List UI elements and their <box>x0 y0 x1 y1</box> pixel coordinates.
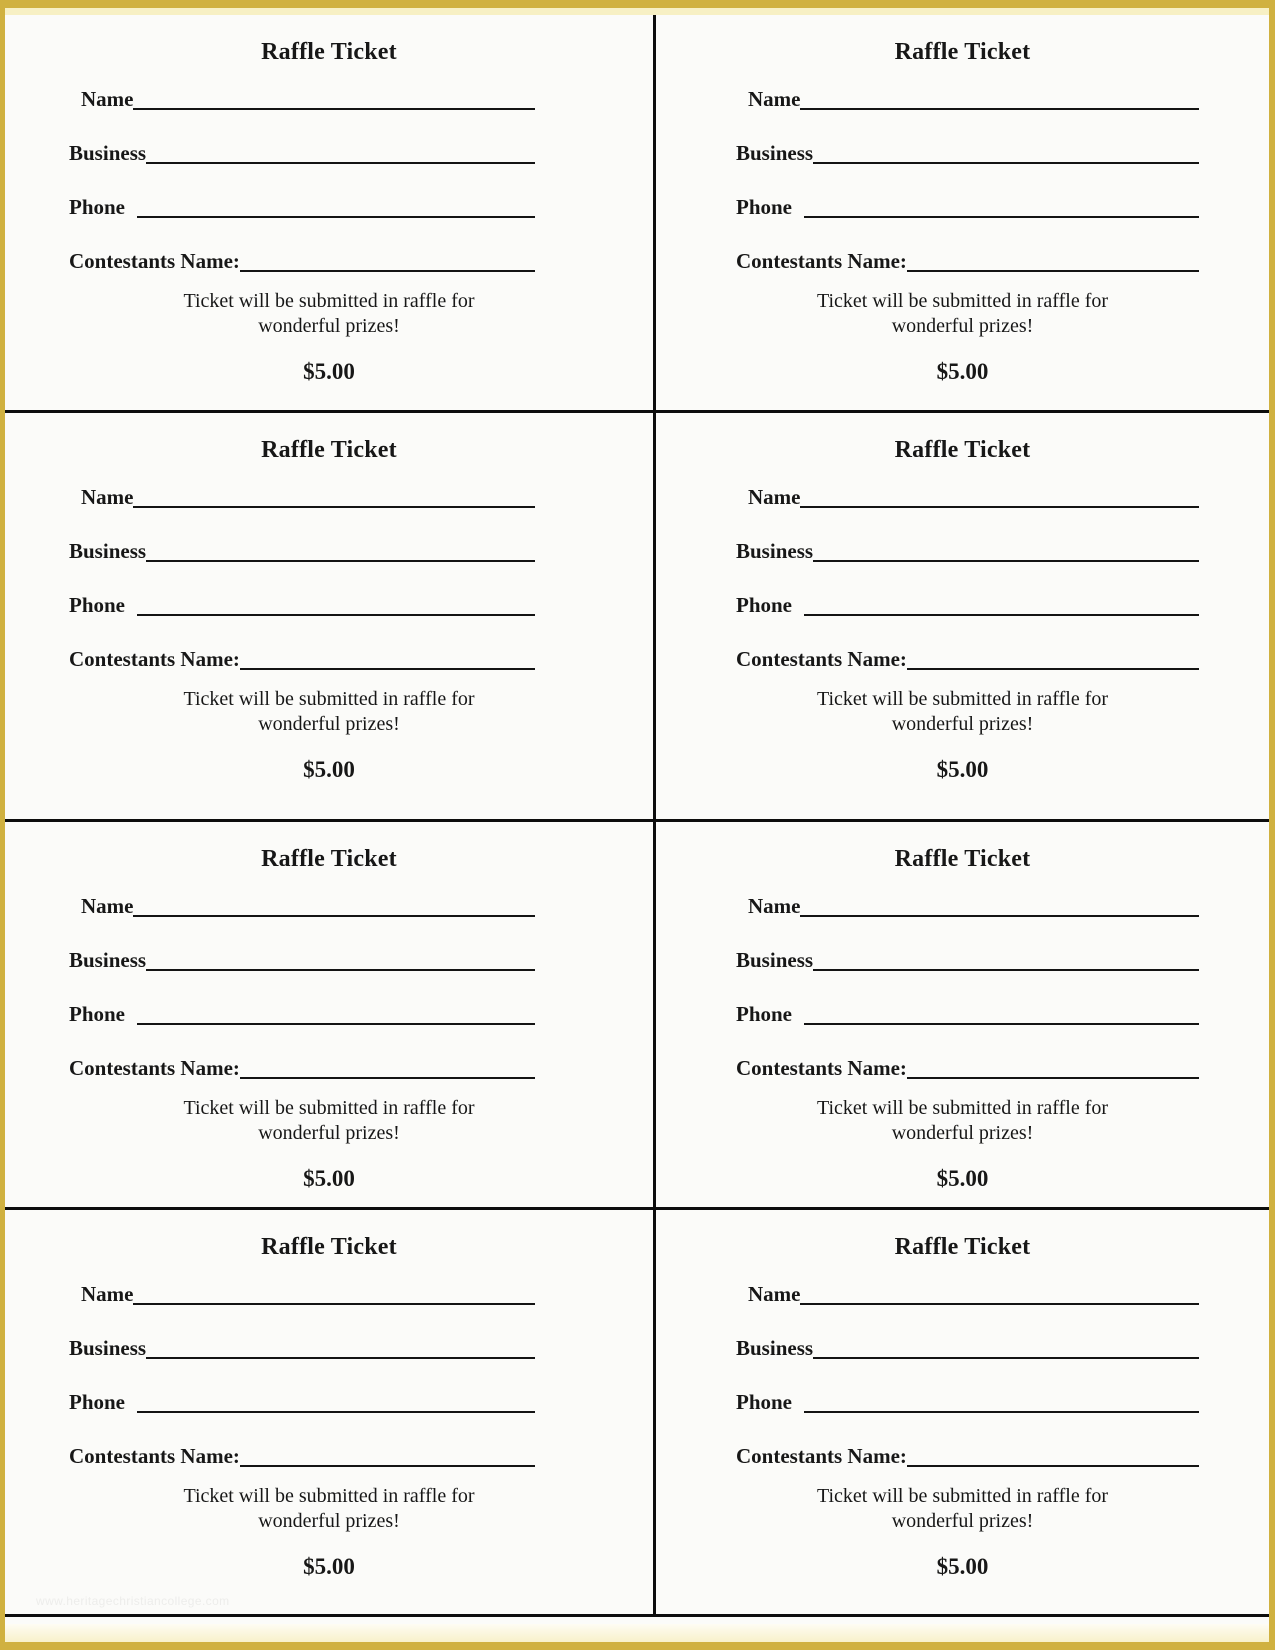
phone-label: Phone <box>69 1390 126 1414</box>
raffle-ticket <box>5 1210 656 1614</box>
phone-field <box>736 998 1199 1028</box>
business-label: Business <box>69 141 147 165</box>
ticket-note <box>5 1096 653 1146</box>
business-underline <box>813 560 1199 562</box>
ticket-fields <box>656 83 1269 275</box>
name-field <box>69 83 535 113</box>
name-label: Name <box>81 894 134 918</box>
note-line-1: Ticket will be submitted in raffle for <box>183 1097 475 1119</box>
name-underline <box>133 108 535 110</box>
name-underline <box>800 915 1199 917</box>
business-label: Business <box>69 539 147 563</box>
watermark: www.heritagechristiancollege.com <box>36 1594 230 1608</box>
business-field <box>69 944 535 974</box>
phone-field <box>736 191 1199 221</box>
contestants-name-label: Contestants Name: <box>69 1444 240 1468</box>
ticket-fields <box>656 481 1269 673</box>
contestants-name-underline <box>240 270 535 272</box>
business-label: Business <box>69 1336 147 1360</box>
business-label: Business <box>736 948 814 972</box>
contestants-name-underline <box>240 1465 535 1467</box>
name-underline <box>133 506 535 508</box>
phone-field <box>69 998 535 1028</box>
business-field <box>736 535 1199 565</box>
note-line-1: Ticket will be submitted in raffle for <box>183 688 475 710</box>
ticket-price: $5.00 <box>303 359 355 384</box>
name-field <box>69 481 535 511</box>
page-border-top-inner <box>0 8 1275 15</box>
ticket-price: $5.00 <box>936 1166 989 1191</box>
name-underline <box>133 1303 535 1305</box>
ticket-title: Raffle Ticket <box>261 846 397 872</box>
note-line-1: Ticket will be submitted in raffle for <box>183 290 475 312</box>
phone-field <box>736 1386 1199 1416</box>
contestants-name-label: Contestants Name: <box>736 1444 907 1468</box>
ticket-fields <box>5 1278 653 1470</box>
ticket-note <box>5 1484 653 1534</box>
business-underline <box>146 969 535 971</box>
contestants-name-label: Contestants Name: <box>69 647 240 671</box>
business-label: Business <box>736 539 814 563</box>
contestants-name-field <box>736 245 1199 275</box>
phone-label: Phone <box>736 195 793 219</box>
contestants-name-underline <box>240 668 535 670</box>
name-field <box>69 1278 535 1308</box>
phone-field <box>736 589 1199 619</box>
business-label: Business <box>69 948 147 972</box>
ticket-price: $5.00 <box>303 1554 355 1579</box>
note-line-2: wonderful prizes! <box>891 315 1034 337</box>
business-field <box>69 1332 535 1362</box>
phone-label: Phone <box>69 195 126 219</box>
name-underline <box>133 915 535 917</box>
business-field <box>736 137 1199 167</box>
phone-underline <box>804 1411 1199 1413</box>
name-label: Name <box>81 1282 134 1306</box>
phone-underline <box>804 614 1199 616</box>
phone-underline <box>137 1411 535 1413</box>
phone-underline <box>137 216 535 218</box>
business-field <box>736 944 1199 974</box>
note-line-2: wonderful prizes! <box>891 1510 1034 1532</box>
business-underline <box>146 162 535 164</box>
note-line-2: wonderful prizes! <box>258 713 400 735</box>
ticket-price: $5.00 <box>936 359 989 384</box>
name-field <box>736 1278 1199 1308</box>
contestants-name-label: Contestants Name: <box>69 1056 240 1080</box>
ticket-price: $5.00 <box>303 757 355 782</box>
page-border-right <box>1269 0 1275 1650</box>
ticket-fields <box>656 1278 1269 1470</box>
name-label: Name <box>81 485 134 509</box>
ticket-title: Raffle Ticket <box>894 1234 1031 1260</box>
contestants-name-underline <box>907 1465 1199 1467</box>
raffle-ticket <box>656 822 1269 1210</box>
phone-field <box>69 191 535 221</box>
business-label: Business <box>736 1336 814 1360</box>
ticket-price: $5.00 <box>303 1166 355 1191</box>
contestants-name-label: Contestants Name: <box>736 249 907 273</box>
name-label: Name <box>748 894 801 918</box>
page-border-bottom <box>0 1642 1275 1650</box>
contestants-name-field <box>69 245 535 275</box>
phone-label: Phone <box>736 1002 793 1026</box>
contestants-name-field <box>69 1052 535 1082</box>
page-border-top <box>0 0 1275 8</box>
contestants-name-field <box>69 1440 535 1470</box>
business-underline <box>813 162 1199 164</box>
business-field <box>69 535 535 565</box>
ticket-fields <box>656 890 1269 1082</box>
name-label: Name <box>748 87 801 111</box>
contestants-name-field <box>736 1052 1199 1082</box>
raffle-ticket <box>656 413 1269 822</box>
name-field <box>736 890 1199 920</box>
name-field <box>736 83 1199 113</box>
raffle-ticket <box>656 15 1269 413</box>
business-underline <box>146 560 535 562</box>
name-field <box>736 481 1199 511</box>
ticket-price: $5.00 <box>936 757 989 782</box>
ticket-fields <box>5 481 653 673</box>
contestants-name-label: Contestants Name: <box>69 249 240 273</box>
ticket-note <box>656 1096 1269 1146</box>
contestants-name-label: Contestants Name: <box>736 647 907 671</box>
note-line-2: wonderful prizes! <box>891 713 1034 735</box>
note-line-2: wonderful prizes! <box>258 1122 400 1144</box>
phone-label: Phone <box>736 593 793 617</box>
page-border-bottom-inner <box>5 1624 1269 1642</box>
name-field <box>69 890 535 920</box>
ticket-title: Raffle Ticket <box>261 1234 397 1260</box>
business-field <box>736 1332 1199 1362</box>
contestants-name-underline <box>907 270 1199 272</box>
contestants-name-field <box>69 643 535 673</box>
name-label: Name <box>748 1282 801 1306</box>
note-line-1: Ticket will be submitted in raffle for <box>816 1097 1109 1119</box>
contestants-name-field <box>736 1440 1199 1470</box>
note-line-2: wonderful prizes! <box>258 315 400 337</box>
ticket-title: Raffle Ticket <box>894 39 1031 65</box>
contestants-name-field <box>736 643 1199 673</box>
ticket-title: Raffle Ticket <box>261 437 397 463</box>
ticket-note <box>656 687 1269 737</box>
note-line-1: Ticket will be submitted in raffle for <box>816 290 1109 312</box>
contestants-name-underline <box>907 668 1199 670</box>
phone-field <box>69 1386 535 1416</box>
phone-underline <box>137 614 535 616</box>
contestants-name-underline <box>240 1077 535 1079</box>
note-line-1: Ticket will be submitted in raffle for <box>183 1485 475 1507</box>
ticket-note <box>656 289 1269 339</box>
ticket-title: Raffle Ticket <box>261 39 397 65</box>
ticket-title: Raffle Ticket <box>894 437 1031 463</box>
ticket-sheet <box>5 15 1269 1617</box>
name-underline <box>800 506 1199 508</box>
raffle-ticket <box>5 413 656 822</box>
note-line-1: Ticket will be submitted in raffle for <box>816 688 1109 710</box>
ticket-fields <box>5 890 653 1082</box>
raffle-ticket <box>5 15 656 413</box>
business-label: Business <box>736 141 814 165</box>
name-underline <box>800 1303 1199 1305</box>
contestants-name-underline <box>907 1077 1199 1079</box>
business-underline <box>813 969 1199 971</box>
phone-field <box>69 589 535 619</box>
ticket-note <box>5 687 653 737</box>
note-line-1: Ticket will be submitted in raffle for <box>816 1485 1109 1507</box>
note-line-2: wonderful prizes! <box>891 1122 1034 1144</box>
phone-underline <box>804 216 1199 218</box>
ticket-note <box>5 289 653 339</box>
name-underline <box>800 108 1199 110</box>
name-label: Name <box>81 87 134 111</box>
raffle-ticket <box>656 1210 1269 1614</box>
ticket-price: $5.00 <box>936 1554 989 1579</box>
ticket-note <box>656 1484 1269 1534</box>
contestants-name-label: Contestants Name: <box>736 1056 907 1080</box>
note-line-2: wonderful prizes! <box>258 1510 400 1532</box>
business-field <box>69 137 535 167</box>
name-label: Name <box>748 485 801 509</box>
phone-underline <box>137 1023 535 1025</box>
raffle-ticket <box>5 822 656 1210</box>
business-underline <box>146 1357 535 1359</box>
phone-underline <box>804 1023 1199 1025</box>
phone-label: Phone <box>736 1390 793 1414</box>
phone-label: Phone <box>69 1002 126 1026</box>
phone-label: Phone <box>69 593 126 617</box>
ticket-title: Raffle Ticket <box>894 846 1031 872</box>
ticket-fields <box>5 83 653 275</box>
business-underline <box>813 1357 1199 1359</box>
